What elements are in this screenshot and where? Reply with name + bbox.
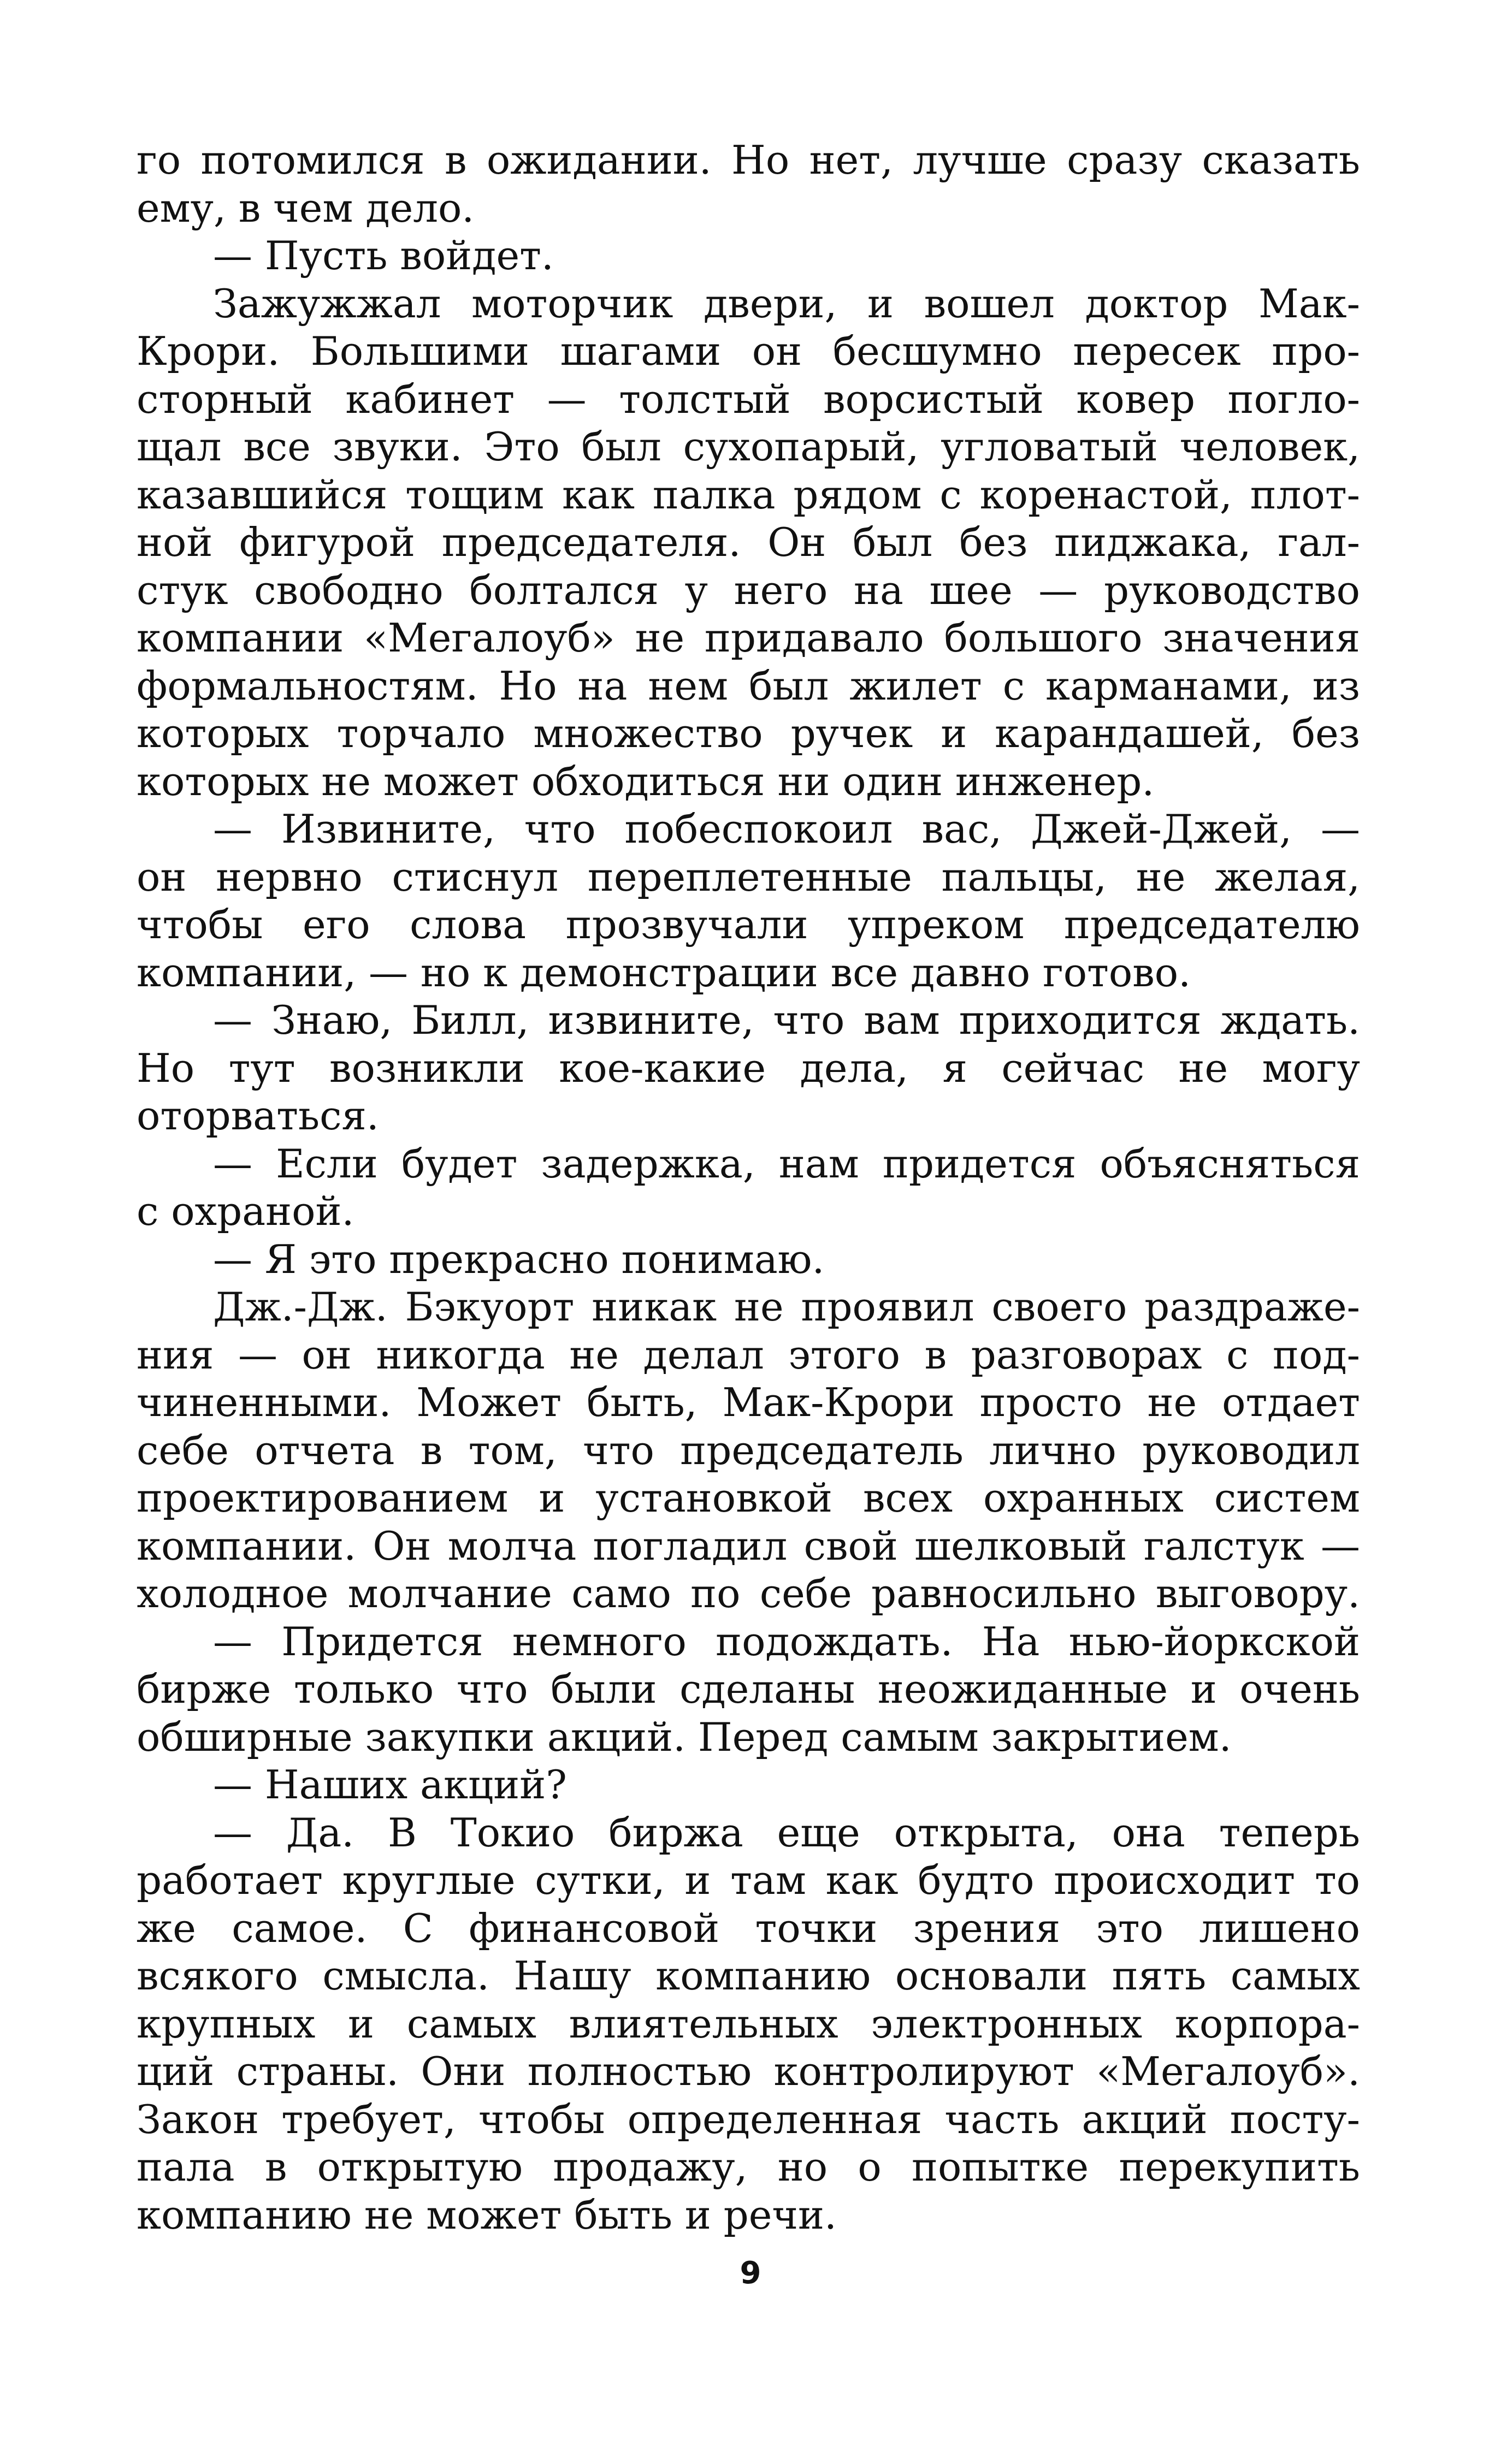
text-line: ной фигурой председателя. Он был без пиджака, гал- — [137, 519, 1360, 565]
text-line: Зажужжал моторчик двери, и вошел доктор Мак- — [213, 280, 1360, 327]
text-line: — Наших акций? — [213, 1762, 567, 1808]
text-line: щал все звуки. Это был сухопарый, угловатый человек, — [137, 424, 1360, 470]
text-line: компании «Мегалоуб» не придавало большого значения — [137, 615, 1360, 661]
text-line: компанию не может быть и речи. — [137, 2191, 837, 2238]
text-line: — Я это прекрасно понимаю. — [213, 1236, 825, 1282]
text-line: работает круглые сутки, и там как будто происходит то — [137, 1857, 1360, 1903]
text-line: стук свободно болтался у него на шее — руководство — [137, 567, 1360, 613]
text-line: компании, — но к демонстрации все давно готово. — [137, 949, 1191, 996]
text-line: Дж.-Дж. Бэкуорт никак не проявил своего раздраже- — [213, 1284, 1360, 1330]
text-line: бирже только что были сделаны неожиданные и очень — [137, 1666, 1360, 1712]
text-line: всякого смысла. Нашу компанию основали пять самых — [137, 1953, 1360, 1999]
text-line: проектированием и установкой всех охранных систем — [137, 1475, 1360, 1521]
text-line: формальностям. Но на нем был жилет с карманами, из — [137, 662, 1360, 709]
text-line: — Придется немного подождать. На нью-йоркской — [213, 1618, 1360, 1665]
text-line: го потомился в ожидании. Но нет, лучше сразу сказать — [137, 137, 1360, 183]
text-line: — Знаю, Билл, извините, что вам приходится ждать. — [213, 997, 1360, 1043]
text-line: которых не может обходиться ни один инженер. — [137, 758, 1155, 804]
text-line: которых торчало множество ручек и карандашей, без — [137, 710, 1360, 756]
text-line: холодное молчание само по себе равносильно выговору. — [137, 1571, 1360, 1616]
text-line: он нервно стиснул переплетенные пальцы, не желая, — [137, 854, 1360, 900]
text-line: — Да. В Токио биржа еще открыта, она теперь — [213, 1809, 1360, 1856]
text-line: чтобы его слова прозвучали упреком председателю — [137, 902, 1360, 947]
text-line: Закон требует, чтобы определенная часть акций посту- — [137, 2096, 1360, 2142]
text-line: же самое. С финансовой точки зрения это лишено — [137, 1905, 1360, 1951]
text-line: чиненными. Может быть, Мак-Крори просто не отдает — [137, 1379, 1360, 1425]
text-line: пала в открытую продажу, но о попытке перекупить — [137, 2144, 1360, 2190]
text-line: — Извините, что побеспокоил вас, Джей-Джей, — — [213, 806, 1360, 852]
text-line: ему, в чем дело. — [137, 185, 475, 231]
page-number: 9 — [740, 2255, 761, 2291]
text-line: обширные закупки акций. Перед самым закрытием. — [137, 1714, 1232, 1760]
text-line: Крори. Большими шагами он бесшумно пересек про- — [137, 328, 1360, 374]
text-line: Но тут возникли кое-какие дела, я сейчас не могу — [137, 1045, 1360, 1091]
text-line: с охраной. — [137, 1188, 354, 1234]
text-line: ций страны. Они полностью контролируют «Мегалоуб». — [137, 2048, 1360, 2094]
text-line: казавшийся тощим как палка рядом с коренастой, плот- — [137, 471, 1360, 518]
body-text — [137, 137, 1360, 2239]
text-line: сторный кабинет — толстый ворсистый ковер погло- — [137, 376, 1360, 422]
text-line: крупных и самых влиятельных электронных корпора- — [137, 2000, 1360, 2047]
text-line: компании. Он молча погладил свой шелковый галстук — — [137, 1523, 1360, 1569]
text-line: ния — он никогда не делал этого в разговорах с под- — [137, 1331, 1360, 1378]
text-line: себе отчета в том, что председатель лично руководил — [137, 1427, 1360, 1473]
text-line: — Пусть войдет. — [213, 233, 554, 279]
text-line: оторваться. — [137, 1093, 379, 1139]
text-line: — Если будет задержка, нам придется объясняться — [213, 1140, 1360, 1187]
